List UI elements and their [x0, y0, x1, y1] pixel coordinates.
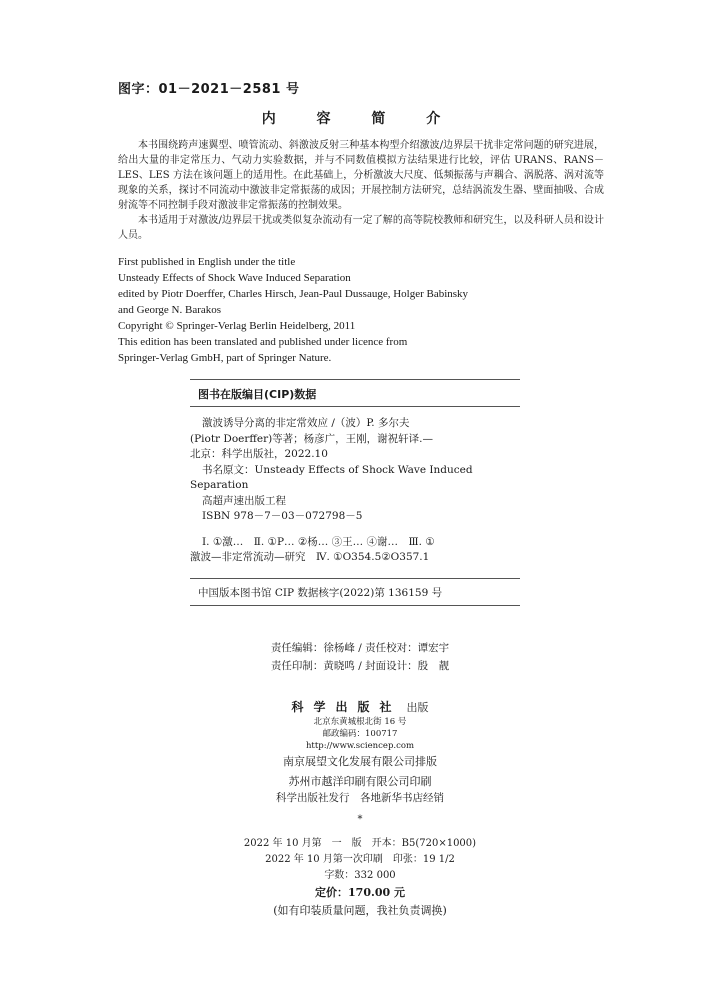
- english-line: Copyright © Springer-Verlag Berlin Heidelberg, 2011: [118, 320, 356, 332]
- english-line: and George N. Barakos: [118, 304, 222, 316]
- cip-heading: 图书在版编目(CIP)数据: [198, 388, 317, 401]
- edition-line-1: 2022 年 10 月第 一 版 开本：B5(720×1000): [243, 838, 477, 849]
- publisher-website: http://www.sciencep.com: [305, 741, 415, 751]
- cip-footer-rule: [190, 578, 520, 579]
- distribution: 科学出版社发行 各地新华书店经销: [276, 792, 444, 804]
- cip-heading-rule: [190, 406, 520, 407]
- edition-line-2: 2022 年 10 月第一次印刷 印张：19 1/2: [265, 854, 455, 865]
- credits-line-1: 责任编辑：徐杨峰 / 责任校对：谭宏宇: [270, 642, 450, 654]
- intro-paragraph-2: 本书适用于对激波/边界层干扰或类似复杂流动有一定了解的高等院校教师和研究生，以及科研人员和设计人员。: [118, 215, 604, 241]
- publisher-line: [0, 696, 720, 715]
- registration-number: 图字：01－2021－2581 号: [118, 82, 300, 97]
- printer: 苏州市越洋印刷有限公司印刷: [288, 775, 432, 788]
- cip-line: 激波—非定常流动—研究 Ⅳ. ①O354.5②O357.1: [190, 551, 430, 563]
- english-line: Unsteady Effects of Shock Wave Induced Separation: [118, 272, 351, 284]
- publisher-suffix: 出版: [406, 701, 429, 714]
- page-title: 内 容 简 介: [261, 111, 459, 127]
- cip-line: 北京：科学出版社，2022.10: [190, 448, 328, 460]
- english-line: Springer-Verlag GmbH, part of Springer Nature.: [118, 352, 332, 364]
- cip-line: 高超声速出版工程: [202, 494, 286, 507]
- cip-line: 书名原文：Unsteady Effects of Shock Wave Induced: [202, 463, 473, 476]
- english-copyright-block: [118, 254, 618, 366]
- cip-top-rule: [190, 379, 520, 380]
- publisher-address: 北京东黄城根北街 16 号: [313, 717, 407, 727]
- cip-footer: 中国版本图书馆 CIP 数据核字(2022)第 136159 号: [198, 587, 443, 599]
- separator-asterisk: *: [357, 814, 363, 825]
- publisher-postcode: 邮政编码：100717: [322, 729, 398, 739]
- cip-spacer: [190, 525, 520, 535]
- word-count: 字数：332 000: [324, 870, 396, 881]
- credits-line-2: 责任印制：黄晓鸣 / 封面设计：殷 靓: [270, 660, 450, 672]
- cip-line: Separation: [190, 479, 249, 491]
- quality-notice: (如有印装质量问题，我社负责调换): [273, 904, 447, 917]
- publisher-name: 科学出版社: [291, 700, 402, 714]
- cip-line: 激波诱导分离的非定常效应 /（波）P. 多尔夫: [202, 417, 410, 429]
- cip-data-block: [190, 416, 520, 566]
- typesetter: 南京展望文化发展有限公司排版: [283, 755, 437, 768]
- english-line: This edition has been translated and published under licence from: [118, 336, 408, 348]
- intro-paragraph-1: 本书围绕跨声速翼型、喷管流动、斜激波反射三种基本构型介绍激波/边界层干扰非定常问题的研究进展，给出大量的非定常压力、气动力实验数据，并与不同数值模拟方法结果进行比较，评估 URANS、RANS－LES、LES 方法在该问题上的适用性。在此基础上，分析激波大尺度、低频振荡与声耦合、涡脱落、涡对流等现象的关系，探讨不同流动中激波非定常振荡的成因；开展控制方法研究，总结涡流发生器、壁面抽吸、合成射流等不同控制手段对激波非定常振荡的控制效果。: [118, 140, 604, 211]
- cip-line: (Piotr Doerffer)等著；杨彦广，王刚，谢祝轩译.—: [190, 432, 434, 445]
- english-line: edited by Piotr Doerffer, Charles Hirsch, Jean-Paul Dussauge, Holger Babinsky: [118, 288, 469, 300]
- english-line: First published in English under the title: [118, 256, 296, 268]
- cip-line: ISBN 978－7－03－072798－5: [202, 510, 363, 522]
- price: 定价：170.00 元: [315, 886, 405, 899]
- cip-bottom-rule: [190, 605, 520, 606]
- cip-line: Ⅰ. ①激… Ⅱ. ①P… ②杨… ③王… ④谢… Ⅲ. ①: [202, 535, 435, 548]
